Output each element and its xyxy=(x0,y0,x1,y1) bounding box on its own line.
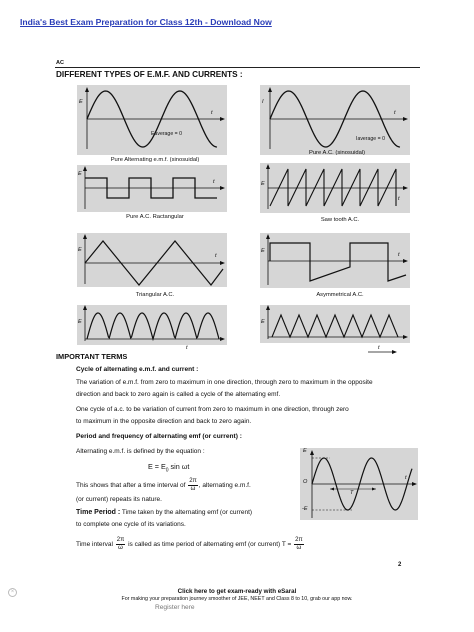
asymmetrical-wave-graph xyxy=(260,233,410,288)
t-axis-label: t xyxy=(378,345,380,351)
graph-caption: Triangular A.C. xyxy=(135,292,175,298)
register-link[interactable]: Register here xyxy=(155,604,195,611)
important-terms-heading: IMPORTANT TERMS xyxy=(56,352,128,361)
sine-wave-graph xyxy=(77,85,227,155)
y-axis-label-top: E xyxy=(303,448,307,454)
cycle-paragraph-1-line-1: The variation of e.m.f. from zero to maximum in one direction, through zero to maximum in the opposite xyxy=(76,379,373,386)
y-axis-label: E xyxy=(78,319,82,325)
graph-caption: Pure Alternating e.m.f. (sinosuidal) xyxy=(110,157,200,163)
section-title: DIFFERENT TYPES OF E.M.F. AND CURRENTS : xyxy=(56,70,243,79)
rectangular-wave-graph xyxy=(77,165,227,212)
graph-triangular-pulses xyxy=(260,305,410,343)
app-promo-text: For making your preparation journey smoother of JEE, NEET and Class 8 to 10, grab our app now. xyxy=(121,596,353,602)
two-pi-over-omega: $\frac{2\pi}{\omega}$ xyxy=(295,537,303,551)
y-axis-label: I xyxy=(262,99,264,105)
time-period-definition-line-1: Time Period : Time taken by the alternating emf (or current) xyxy=(76,509,253,516)
cycle-paragraph-2-line-1: One cycle of a.c. to be variation of current from zero to maximum in one direction, through zero xyxy=(76,406,349,413)
triangular-wave-graph xyxy=(77,233,227,287)
graph-rectangular-ac xyxy=(77,165,227,212)
y-axis-label: E xyxy=(261,181,265,187)
t-axis-label: t xyxy=(186,345,188,351)
graph-caption: Asymmetrical A.C. xyxy=(316,292,364,298)
graph-asymmetrical-ac xyxy=(260,233,410,288)
graph-rectified-emf xyxy=(77,305,227,345)
average-note: Eaverage = 0 xyxy=(151,131,183,137)
cycle-heading: Cycle of alternating e.m.f. and current : xyxy=(76,366,199,373)
graph-caption: Saw tooth A.C. xyxy=(320,217,360,223)
chapter-label: AC xyxy=(56,60,64,66)
y-axis-label: E xyxy=(261,319,265,325)
time-period-formula-line: Time interval $\frac{2\pi}{\omega}$ is called as time period of alternating emf (or current) T = $\frac{2\pi}{\omega}$ xyxy=(76,537,303,551)
origin-label: O xyxy=(303,479,308,485)
time-interval-statement: This shows that after a time interval of $\frac{2\pi}{\omega}$ , alternating e.m.f. xyxy=(76,478,251,492)
t-axis-label: t xyxy=(213,179,215,185)
graph-sawtooth-ac xyxy=(260,163,410,213)
close-icon[interactable]: × xyxy=(8,588,17,597)
cycle-paragraph-1-line-2: direction and back to zero again is called a cycle of the alternating emf. xyxy=(76,391,281,398)
y-axis-label: E xyxy=(78,247,82,253)
two-pi-over-omega: $\frac{2\pi}{\omega}$ xyxy=(116,537,125,551)
graph-pure-alternating-emf xyxy=(77,85,227,155)
average-note: Iaverage = 0 xyxy=(356,136,385,142)
sawtooth-wave-graph xyxy=(260,163,410,213)
header-rule xyxy=(55,67,420,68)
rectified-wave-graph xyxy=(77,305,227,345)
t-axis-label: t xyxy=(394,110,396,116)
graph-caption: Pure A.C. (sinosuidal) xyxy=(308,150,366,156)
sine-period-graph xyxy=(300,448,418,520)
page-number: 2 xyxy=(398,562,402,568)
emf-equation: $E = E_0$ sin ωt xyxy=(148,462,190,474)
cycle-paragraph-2-line-2: to maximum in the opposite direction and back to zero again. xyxy=(76,418,252,425)
y-axis-label: E xyxy=(261,248,265,254)
two-pi-over-omega: $\frac{2\pi}{\omega}$ xyxy=(189,478,197,492)
equation-intro: Alternating e.m.f. is defined by the equation : xyxy=(76,448,205,455)
t-axis-label: t xyxy=(405,475,407,481)
pulse-wave-graph xyxy=(260,305,410,343)
graph-pure-ac-sinusoidal xyxy=(260,85,410,155)
graph-sine-period xyxy=(300,448,418,520)
graph-triangular-ac xyxy=(77,233,227,287)
exam-ready-cta-link[interactable]: Click here to get exam-ready with eSaral xyxy=(177,588,297,595)
t-axis-label: t xyxy=(211,110,213,116)
t-axis-label: t xyxy=(398,196,400,202)
t-axis-label: t xyxy=(398,252,400,258)
sine-wave-graph xyxy=(260,85,410,155)
time-period-definition-line-2: to complete one cycle of its variations. xyxy=(76,521,186,528)
y-axis-label: E xyxy=(79,99,83,105)
period-label: T xyxy=(350,490,354,496)
repeats-nature-line: (or current) repeats its nature. xyxy=(76,496,162,503)
period-frequency-heading: Period and frequency of alternating emf (or current) : xyxy=(76,433,242,440)
download-banner-link[interactable]: India's Best Exam Preparation for Class 12th - Download Now xyxy=(20,17,272,27)
y-axis-label-bottom: -E xyxy=(302,506,308,512)
graph-caption: Pure A.C. Ractangular xyxy=(126,214,184,220)
t-axis-label: t xyxy=(215,253,217,259)
y-axis-label: E xyxy=(78,171,82,177)
t-axis-arrow-icon xyxy=(368,349,398,355)
